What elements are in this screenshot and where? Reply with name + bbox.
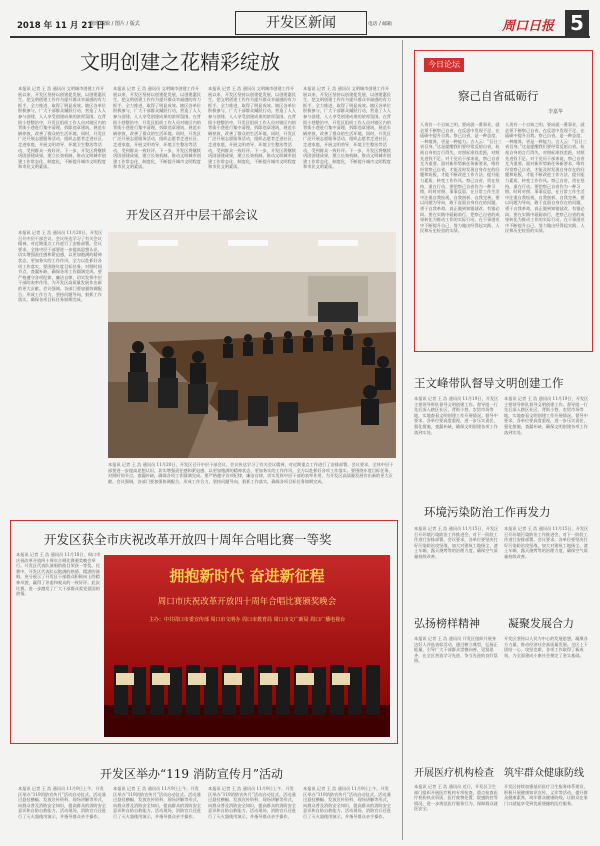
editor-credits: 值班编辑 / 图片 / 版式 xyxy=(90,21,140,27)
newspaper-logo: 周口日报 xyxy=(502,19,555,34)
article-body-defense: 开发区持续加强基层医疗卫生服务体系建设，积极开展健康知识宣传、义诊等活动，提升群众健康素养，筑牢群众健康防线，让群众在家门口就能享受到优质便捷的医疗服务。 xyxy=(504,784,588,806)
article-body-fire-4: 本报讯 记者 王 浩 通讯员 11月9日上午，开发区举办“119消防宣传月”活动启动仪式。活动通过悬挂横幅、发放宣传资料、现场讲解等形式，向群众普及消防安全知识，提高群众的消防安全意识和自防自救能力。活动现场，消防官兵还进行了灭火器使用演示，并指导群众亲手操作。 xyxy=(303,786,391,819)
article-body-environment-2: 本报讯 记者 王 浩 通讯员 11月15日，开发区召开环境污染防治工作推进会，对下一阶段工作进行安排部署。会议要求，各单位要坚决打好污染防治攻坚战，加大对建筑工地扬尘、渣土车辆、露天烧烤等的治理力度，确保空气质量持续改善。 xyxy=(504,526,589,559)
commentary-body-1: 人贵有一个自知之明。要成就一番事业，就必须不断察己自省，在反思中发现不足、在砥砺中提升自我。察己自省，是一种态度、一种境界，更是一种能力。古人云：“吾日三省吾身。”这是提醒我们要经常反躬自省，检视自身的言行得失，对照标准找差距，对照先进找不足。对于党员干部来说，察己自省尤为重要。面对新形势新任务新要求，唯有经常察己自省，才能及时发现自身存在的问题和短板，才能不断改进工作方法、提升能力素质、转变工作作风。察己自省，贵在坚持，重在行动。要把察己自省作为一种习惯，时时对照、事事反思，在日常工作生活中注重自我检视、自我剖析、自我完善。要以问题为导向，敢于直面自身存在的问题，勇于自我革命，真正做到知错就改、有错必纠。要在实践中砥砺前行，把察己自省的成果转化为推动工作的实际行动，在干事创业中不断提升自己，努力做出经得起实践、人民和历史检验的实绩。 xyxy=(420,122,502,234)
article-body-fire-1: 本报讯 记者 王 浩 通讯员 11月9日上午，开发区举办“119消防宣传月”活动启动仪式。活动通过悬挂横幅、发放宣传资料、现场讲解等形式，向群众普及消防安全知识，提高群众的消防安全意识和自防自救能力。活动现场，消防官兵还进行了灭火器使用演示，并指导群众亲手操作。 xyxy=(18,786,106,819)
article-body-civilization-3: 本报讯 记者 王 浩 通讯员 文明城市创建工作开展以来，开发区坚持以创建促发展，以创建惠民生，把文明创建工作作为提升群众幸福感的有力抓手，全力推进，取得了明显成效。辖区各单位积极参与，广大干部群众踊跃行动，营造了人人参与创建、人人享受创建成果的浓厚氛围。在背街小巷整治中，开发区组织工作人员对辖区内的背街小巷进行集中清理，拆除违章建筑，规范车辆停放，改善了群众的生活环境。同时，开发区广泛开展志愿服务活动，组织志愿者走进社区、走进家庭，开展文明劝导、环境卫生整治等活动，受到群众一致好评。下一步，开发区将继续巩固创建成果，建立长效机制，推动文明城市创建工作常态化、制度化，不断提升城市文明程度和市民文明素质。 xyxy=(208,86,296,170)
headline-contest: 开发区获全市庆祝改革开放四十周年合唱比赛一等奖 xyxy=(44,532,332,547)
article-body-supervise-2: 本报讯 记者 王 浩 通讯员 11月19日，开发区主要领导带队督导文明创建工作。督导组一行先后深入辖区社区、背街小巷、农贸市场等地，实地查看文明创建工作开展情况。督导中要求，各单位要高度重视，进一步压实责任，强化措施，查漏补缺，确保文明创建各项工作落到实处。 xyxy=(504,396,589,435)
headline-environment: 环境污染防治工作再发力 xyxy=(424,505,551,519)
article-body-civilization-4: 本报讯 记者 王 浩 通讯员 文明城市创建工作开展以来，开发区坚持以创建促发展，以创建惠民生，把文明创建工作作为提升群众幸福感的有力抓手，全力推进，取得了明显成效。辖区各单位积极参与，广大干部群众踊跃行动，营造了人人参与创建、人人享受创建成果的浓厚氛围。在背街小巷整治中，开发区组织工作人员对辖区内的背街小巷进行集中清理，拆除违章建筑，规范车辆停放，改善了群众的生活环境。同时，开发区广泛开展志愿服务活动，组织志愿者走进社区、走进家庭，开展文明劝导、环境卫生整治等活动，受到群众一致好评。下一步，开发区将继续巩固创建成果，建立长效机制，推动文明城市创建工作常态化、制度化，不断提升城市文明程度和市民文明素质。 xyxy=(303,86,391,170)
headline-unity: 凝聚发展合力 xyxy=(508,617,574,630)
article-body-fire-3: 本报讯 记者 王 浩 通讯员 11月9日上午，开发区举办“119消防宣传月”活动启动仪式。活动通过悬挂横幅、发放宣传资料、现场讲解等形式，向群众普及消防安全知识，提高群众的消防安全意识和自防自救能力。活动现场，消防官兵还进行了灭火器使用演示，并指导群众亲手操作。 xyxy=(208,786,296,819)
header-rule xyxy=(10,36,590,38)
article-body-unity: 开发区坚持以人民为中心的发展思想，凝聚各方力量，推动经济社会高质量发展。全区上下团结一心，攻坚克难，各项工作取得了新成效，为全面建成小康社会奠定了坚实基础。 xyxy=(504,636,588,658)
headline-medical: 开展医疗机构检查 xyxy=(414,768,494,779)
column-divider xyxy=(402,40,403,840)
banner-slogan: 拥抱新时代 奋进新征程 xyxy=(169,567,325,585)
commentary-author: 李嘉华 xyxy=(548,109,564,115)
article-body-civilization-1: 本报讯 记者 王 浩 通讯员 文明城市创建工作开展以来，开发区坚持以创建促发展，以创建惠民生，把文明创建工作作为提升群众幸福感的有力抓手，全力推进，取得了明显成效。辖区各单位积极参与，广大干部群众踊跃行动，营造了人人参与创建、人人享受创建成果的浓厚氛围。在背街小巷整治中，开发区组织工作人员对辖区内的背街小巷进行集中清理，拆除违章建筑，规范车辆停放，改善了群众的生活环境。同时，开发区广泛开展志愿服务活动，组织志愿者走进社区、走进家庭，开展文明劝导、环境卫生整治等活动，受到群众一致好评。下一步，开发区将继续巩固创建成果，建立长效机制，推动文明城市创建工作常态化、制度化，不断提升城市文明程度和市民文明素质。 xyxy=(18,86,106,170)
banner-event-name: 周口市庆祝改革开放四十周年合唱比赛颁奖晚会 xyxy=(157,597,337,607)
article-body-fire-2: 本报讯 记者 王 浩 通讯员 11月9日上午，开发区举办“119消防宣传月”活动启动仪式。活动通过悬挂横幅、发放宣传资料、现场讲解等形式，向群众普及消防安全知识，提高群众的消防安全意识和自防自救能力。活动现场，消防官兵还进行了灭火器使用演示，并指导群众亲手操作。 xyxy=(113,786,201,819)
meeting-photo xyxy=(108,232,396,458)
page-number: 5 xyxy=(565,10,589,36)
contact-info: 电话 / 邮箱 xyxy=(368,22,392,27)
column-label: 今日论坛 xyxy=(424,58,464,72)
meeting-photo-svg xyxy=(108,232,396,458)
article-body-supervise-1: 本报讯 记者 王 浩 通讯员 11月19日，开发区主要领导带队督导文明创建工作。督导组一行先后深入辖区社区、背街小巷、农贸市场等地，实地查看文明创建工作开展情况。督导中要求，各单位要高度重视，进一步压实责任，强化措施，查漏补缺，确保文明创建各项工作落到实处。 xyxy=(414,396,499,435)
article-body-meeting-cont: 本报讯 记者 王 浩 通讯员 11月20日，开发区召开中层干部会议。会议传达学习了有关会议精神，对近期重点工作进行了安排部署。会议要求，全体中层干部要进一步提高思想认识，切实增强责任感和紧迫感，以更加饱满的精神状态、更加务实的工作作风，全力以赴抓好各项工作落实。要围绕年度目标任务，对照时间节点，查漏补缺，确保各项工作圆满完成。要严格遵守各项纪律，廉洁自律，切实发挥中层干部的表率作用，为开发区高质量发展作出新的更大贡献。会议强调，各部门要加强协调配合，形成工作合力，坚持问题导向，狠抓工作落实，确保各项目标任务如期完成。 xyxy=(108,462,394,484)
headline-fire: 开发区举办“119 消防宣传月”活动 xyxy=(100,767,283,781)
article-body-contest: 本报讯 记者 王 浩 通讯员 11月18日，周口市庆祝改革开放四十周年合唱比赛颁奖晚会举行。开发区代表队演唱的曲目荣获一等奖。比赛中，开发区代表队以饱满的热情、精湛的演唱，充分展示了开发区干部群众积极向上的精神风貌，赢得了评委和观众的一致好评。此次比赛，进一步激发了广大干部群众爱党爱国的热情。 xyxy=(16,552,101,597)
commentary-body-2: 人贵有一个自知之明。要成就一番事业，就必须不断察己自省，在反思中发现不足、在砥砺中提升自我。察己自省，是一种态度、一种境界，更是一种能力。古人云：“吾日三省吾身。”这是提醒我们要经常反躬自省，检视自身的言行得失，对照标准找差距，对照先进找不足。对于党员干部来说，察己自省尤为重要。面对新形势新任务新要求，唯有经常察己自省，才能及时发现自身存在的问题和短板，才能不断改进工作方法、提升能力素质、转变工作作风。察己自省，贵在坚持，重在行动。要把察己自省作为一种习惯，时时对照、事事反思，在日常工作生活中注重自我检视、自我剖析、自我完善。要以问题为导向，敢于直面自身存在的问题，勇于自我革命，真正做到知错就改、有错必纠。要在实践中砥砺前行，把察己自省的成果转化为推动工作的实际行动，在干事创业中不断提升自己，努力做出经得起实践、人民和历史检验的实绩。 xyxy=(505,122,587,234)
headline-defense: 筑牢群众健康防线 xyxy=(504,768,584,779)
contest-award-photo xyxy=(104,555,390,737)
headline-civilization: 文明创建之花精彩绽放 xyxy=(80,50,280,74)
issue-date: 2018 年 11 月 21 日 xyxy=(17,21,105,31)
banner-sponsors: 主办：中共周口市委宣传部 周口市文明办 周口市教育局 周口市文广新局 周口广播电视台 xyxy=(148,617,346,623)
headline-meeting: 开发区召开中层干部会议 xyxy=(126,208,259,222)
article-body-meeting: 本报讯 记者 王 浩 通讯员 11月20日，开发区召开中层干部会议。会议传达学习了有关会议精神，对近期重点工作进行了安排部署。会议要求，全体中层干部要进一步提高思想认识，切实增强责任感和紧迫感，以更加饱满的精神状态、更加务实的工作作风，全力以赴抓好各项工作落实。要围绕年度目标任务，对照时间节点，查漏补缺，确保各项工作圆满完成。要严格遵守各项纪律，廉洁自律，切实发挥中层干部的表率作用，为开发区高质量发展作出新的更大贡献。会议强调，各部门要加强协调配合，形成工作合力，坚持问题导向，狠抓工作落实，确保各项目标任务如期完成。 xyxy=(18,230,103,303)
commentary-title: 察己自省砥砺行 xyxy=(458,89,539,103)
article-body-model: 本报讯 记者 王 浩 通讯员 开发区组织开展身边好人评选表彰活动，通过树立典型，弘扬正能量，引导广大干部群众崇德向善、见贤思齐，在全区营造学习先进、争当先进的良好氛围。 xyxy=(414,636,498,664)
headline-supervise: 王文峰带队督导文明创建工作 xyxy=(414,376,564,390)
article-body-medical: 本报讯 记者 王 浩 通讯员 近日，开发区卫生部门组织开展医疗机构专项检查，重点检查医疗机构执业资质、医疗废物处置、院感防控等情况，进一步规范医疗服务行为，保障群众就医安全。 xyxy=(414,784,498,812)
headline-model: 弘扬榜样精神 xyxy=(414,617,480,630)
section-title: 开发区新闻 xyxy=(235,11,367,35)
article-body-civilization-2: 本报讯 记者 王 浩 通讯员 文明城市创建工作开展以来，开发区坚持以创建促发展，以创建惠民生，把文明创建工作作为提升群众幸福感的有力抓手，全力推进，取得了明显成效。辖区各单位积极参与，广大干部群众踊跃行动，营造了人人参与创建、人人享受创建成果的浓厚氛围。在背街小巷整治中，开发区组织工作人员对辖区内的背街小巷进行集中清理，拆除违章建筑，规范车辆停放，改善了群众的生活环境。同时，开发区广泛开展志愿服务活动，组织志愿者走进社区、走进家庭，开展文明劝导、环境卫生整治等活动，受到群众一致好评。下一步，开发区将继续巩固创建成果，建立长效机制，推动文明城市创建工作常态化、制度化，不断提升城市文明程度和市民文明素质。 xyxy=(113,86,201,170)
article-body-environment-1: 本报讯 记者 王 浩 通讯员 11月15日，开发区召开环境污染防治工作推进会，对下一阶段工作进行安排部署。会议要求，各单位要坚决打好污染防治攻坚战，加大对建筑工地扬尘、渣土车辆、露天烧烤等的治理力度，确保空气质量持续改善。 xyxy=(414,526,499,559)
